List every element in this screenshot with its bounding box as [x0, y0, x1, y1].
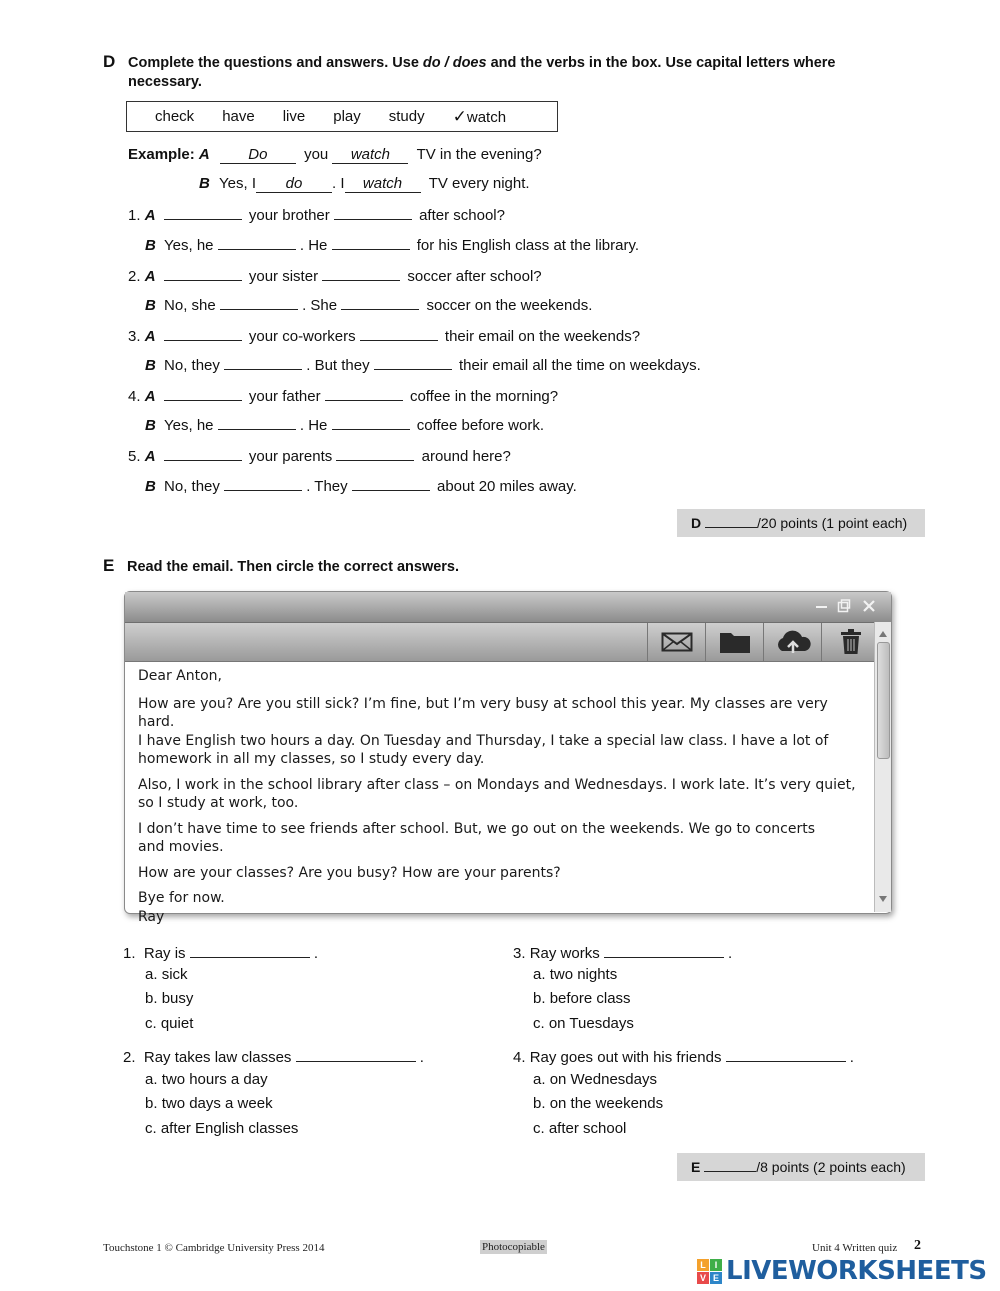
question-number: 4.	[513, 1049, 526, 1066]
email-body	[138, 667, 868, 933]
question-text: around here?	[421, 448, 511, 465]
question-3	[513, 942, 732, 962]
question-4-option-b[interactable]	[533, 1095, 663, 1112]
instruction-text: and the verbs in the box. Use capital letters where	[486, 55, 836, 71]
page-number: 2	[914, 1238, 921, 1253]
email-scrollbar[interactable]	[874, 622, 891, 912]
email-sign-off	[138, 889, 868, 926]
speaker-b: B	[145, 297, 156, 314]
word-play: play	[333, 108, 361, 125]
word-study: study	[388, 108, 425, 125]
question-stem: Ray works	[529, 945, 600, 962]
question-period: .	[728, 945, 733, 962]
answer-blank[interactable]	[164, 325, 242, 341]
email-paragraph	[138, 695, 868, 769]
question-number: 3.	[513, 945, 526, 962]
word-check: check	[155, 108, 195, 125]
answer-blank[interactable]	[164, 385, 242, 401]
option-text: two days a week	[161, 1095, 273, 1112]
answer-text: . She	[302, 297, 338, 314]
maximize-icon[interactable]	[834, 597, 853, 615]
score-blank[interactable]	[705, 515, 757, 528]
answer-blank[interactable]	[296, 1046, 416, 1062]
answer-blank[interactable]	[164, 204, 242, 220]
question-number: 2.	[123, 1049, 136, 1066]
speaker-a: A	[144, 448, 156, 465]
speaker-b: B	[145, 478, 156, 495]
question-1	[123, 942, 318, 962]
item-1-question	[128, 204, 505, 224]
question-text: coffee in the morning?	[409, 388, 559, 405]
question-stem: Ray takes law classes	[143, 1049, 292, 1066]
answer-blank[interactable]	[332, 414, 410, 430]
email-line: How are you? Are you still sick? I’m fine, but I’m very busy at school this year. My classes are very hard.	[138, 695, 828, 730]
footer-copyright: Touchstone 1 © Cambridge University Press 2014	[103, 1242, 325, 1254]
question-stem: Ray goes out with his friends	[529, 1049, 722, 1066]
instruction-italic: do / does	[422, 55, 487, 71]
answer-blank[interactable]	[332, 234, 410, 250]
question-2-option-b[interactable]	[145, 1095, 273, 1112]
answer-text: coffee before work.	[416, 417, 545, 434]
question-text: your sister	[248, 268, 319, 285]
folder-icon[interactable]	[705, 623, 764, 661]
example-fill: do	[256, 175, 332, 193]
example-line-b	[199, 175, 530, 193]
email-line: homework in all my classes, so I study every day.	[138, 751, 485, 767]
question-text: your parents	[248, 448, 333, 465]
instruction-text: necessary.	[128, 74, 202, 90]
speaker-a: A	[144, 268, 156, 285]
item-5-answer	[145, 475, 577, 495]
example-fill: watch	[332, 146, 408, 164]
option-letter: b.	[533, 1095, 546, 1112]
answer-text: No, they	[164, 478, 220, 495]
option-letter: b.	[533, 990, 546, 1007]
mail-icon[interactable]	[647, 623, 706, 661]
close-icon[interactable]	[859, 597, 878, 615]
answer-text: about 20 miles away.	[437, 478, 577, 495]
cloud-upload-icon[interactable]	[763, 623, 822, 661]
footer-unit: Unit 4 Written quiz	[812, 1242, 898, 1254]
option-letter: c.	[145, 1015, 157, 1032]
minimize-icon[interactable]	[812, 597, 831, 615]
speaker-b: B	[199, 175, 210, 192]
option-letter: c.	[145, 1120, 157, 1137]
question-period: .	[419, 1049, 424, 1066]
email-paragraph	[138, 820, 868, 857]
answer-blank[interactable]	[325, 385, 403, 401]
email-title-bar	[125, 592, 891, 622]
word-live: live	[282, 108, 306, 125]
example-fill: Do	[220, 146, 296, 164]
option-text: after school	[548, 1120, 627, 1137]
answer-blank[interactable]	[220, 294, 298, 310]
footer-photocopiable: Photocopiable	[482, 1241, 545, 1253]
section-e-instruction: Read the email. Then circle the correct answers.	[127, 559, 460, 575]
speaker-a: A	[144, 388, 156, 405]
answer-blank[interactable]	[164, 265, 242, 281]
email-paragraph	[138, 776, 868, 813]
item-3-question	[128, 325, 640, 345]
question-1-option-c[interactable]	[145, 1015, 193, 1032]
option-text: quiet	[160, 1015, 194, 1032]
item-5-question	[128, 445, 511, 465]
email-paragraph: How are your classes? Are you busy? How are your parents?	[138, 864, 561, 881]
question-text: soccer after school?	[407, 268, 542, 285]
answer-blank[interactable]	[726, 1046, 846, 1062]
question-3-option-c[interactable]	[533, 1015, 634, 1032]
answer-blank[interactable]	[336, 445, 414, 461]
answer-text: Yes, he	[164, 237, 214, 254]
trash-icon[interactable]	[821, 623, 880, 661]
score-letter: E	[691, 1159, 701, 1175]
speaker-b: B	[145, 357, 156, 374]
question-2-option-c[interactable]	[145, 1120, 298, 1137]
answer-text: . He	[299, 417, 328, 434]
speaker-a: A	[144, 207, 156, 224]
item-4-question	[128, 385, 558, 405]
email-window	[124, 591, 892, 925]
question-2	[123, 1046, 424, 1066]
question-text: after school?	[419, 207, 505, 224]
question-text: your father	[248, 388, 321, 405]
example-line-a	[128, 146, 542, 164]
answer-blank[interactable]	[341, 294, 419, 310]
item-3-answer	[145, 354, 701, 374]
liveworksheets-logo[interactable]	[697, 1257, 987, 1285]
speaker-a: A	[144, 328, 156, 345]
email-line: Also, I work in the school library after class – on Mondays and Wednesdays. I work late. It’s very quiet,	[138, 776, 856, 793]
item-number: 1.	[128, 207, 141, 224]
option-text: after English classes	[160, 1120, 299, 1137]
item-2-question	[128, 265, 542, 285]
option-text: on the weekends	[549, 1095, 664, 1112]
option-letter: b.	[145, 990, 158, 1007]
answer-blank[interactable]	[218, 234, 296, 250]
answer-text: soccer on the weekends.	[426, 297, 593, 314]
answer-text: for his English class at the library.	[416, 237, 640, 254]
answer-blank[interactable]	[360, 325, 438, 341]
option-letter: b.	[145, 1095, 158, 1112]
answer-text: . But they	[306, 357, 370, 374]
answer-blank[interactable]	[374, 354, 452, 370]
answer-blank[interactable]	[218, 414, 296, 430]
email-line: so I study at work, too.	[138, 795, 299, 811]
question-text: their email on the weekends?	[444, 328, 641, 345]
answer-blank[interactable]	[604, 942, 724, 958]
option-text: sick	[161, 966, 188, 983]
option-text: busy	[161, 990, 194, 1007]
email-line: I have English two hours a day. On Tuesday and Thursday, I take a special law class. I have a lot of	[138, 732, 829, 749]
section-d-letter: D	[103, 52, 116, 71]
email-signature: Ray	[138, 908, 165, 925]
item-1-answer	[145, 234, 639, 254]
item-number: 3.	[128, 328, 141, 345]
email-line: and movies.	[138, 839, 224, 855]
word-watch: watch	[466, 108, 507, 126]
option-letter: a.	[145, 1071, 158, 1088]
question-1-option-a[interactable]	[145, 966, 188, 983]
option-text: two hours a day	[161, 1071, 268, 1088]
score-blank[interactable]	[704, 1159, 756, 1172]
answer-blank[interactable]	[352, 475, 430, 491]
score-box-e	[677, 1153, 925, 1181]
score-text: /20 points (1 point each)	[757, 515, 908, 531]
item-2-answer	[145, 294, 592, 314]
example-fill: watch	[345, 175, 421, 193]
question-stem: Ray is	[143, 945, 186, 962]
logo-block: V	[697, 1272, 709, 1284]
email-closing: Bye for now.	[138, 890, 225, 906]
option-letter: a.	[145, 966, 158, 983]
answer-blank[interactable]	[334, 204, 412, 220]
answer-blank[interactable]	[164, 445, 242, 461]
email-greeting: Dear Anton,	[138, 668, 223, 684]
question-period: .	[849, 1049, 854, 1066]
question-3-option-a[interactable]	[533, 966, 617, 983]
example-text: TV every night.	[428, 175, 530, 192]
section-d-instruction	[128, 54, 868, 92]
question-4	[513, 1046, 854, 1066]
example-text: TV in the evening?	[416, 146, 542, 163]
question-4-option-c[interactable]	[533, 1120, 626, 1137]
question-2-option-a[interactable]	[145, 1071, 268, 1088]
option-letter: c.	[533, 1120, 545, 1137]
item-4-answer	[145, 414, 544, 434]
question-text: your brother	[248, 207, 330, 224]
logo-block: I	[710, 1259, 722, 1271]
score-letter: D	[691, 515, 702, 531]
question-text: your co-workers	[248, 328, 356, 345]
instruction-text: Complete the questions and answers. Use	[128, 55, 423, 71]
score-text: /8 points (2 points each)	[756, 1159, 906, 1175]
item-number: 4.	[128, 388, 141, 405]
logo-text: LIVEWORKSHEETS	[726, 1256, 987, 1286]
answer-text: . He	[299, 237, 328, 254]
speaker-a: A	[198, 146, 210, 163]
answer-blank[interactable]	[224, 354, 302, 370]
scroll-up-icon[interactable]	[878, 625, 888, 643]
scroll-down-icon[interactable]	[878, 890, 888, 908]
answer-text: their email all the time on weekdays.	[458, 357, 701, 374]
answer-text: No, they	[164, 357, 220, 374]
answer-text: . They	[306, 478, 348, 495]
email-line: I don’t have time to see friends after school. But, we go out on the weekends. We go to concerts	[138, 820, 816, 837]
question-number: 1.	[123, 945, 136, 962]
word-watch-checked	[453, 107, 506, 127]
option-text: on Wednesdays	[549, 1071, 657, 1088]
option-letter: a.	[533, 1071, 546, 1088]
option-letter: a.	[533, 966, 546, 983]
option-text: on Tuesdays	[548, 1015, 634, 1032]
answer-text: Yes, he	[164, 417, 214, 434]
answer-blank[interactable]	[224, 475, 302, 491]
logo-block: E	[710, 1272, 722, 1284]
example-label: Example:	[128, 146, 195, 163]
answer-blank[interactable]	[190, 942, 310, 958]
speaker-b: B	[145, 417, 156, 434]
example-text: Yes, I	[219, 175, 256, 192]
word-box	[126, 101, 558, 132]
email-toolbar	[125, 622, 891, 662]
question-3-option-b[interactable]	[533, 990, 631, 1007]
option-text: two nights	[549, 966, 618, 983]
option-text: before class	[549, 990, 631, 1007]
item-number: 2.	[128, 268, 141, 285]
item-number: 5.	[128, 448, 141, 465]
score-box-d	[677, 509, 925, 537]
speaker-b: B	[145, 237, 156, 254]
answer-text: No, she	[164, 297, 216, 314]
option-letter: c.	[533, 1015, 545, 1032]
example-text: . I	[332, 175, 345, 192]
question-period: .	[313, 945, 319, 962]
checkmark-icon: ✓	[452, 106, 467, 126]
logo-blocks-icon	[697, 1259, 722, 1284]
word-have: have	[222, 108, 255, 125]
scrollbar-thumb[interactable]	[877, 642, 890, 759]
question-1-option-b[interactable]	[145, 990, 193, 1007]
section-e-letter: E	[103, 556, 115, 575]
question-4-option-a[interactable]	[533, 1071, 657, 1088]
logo-block: L	[697, 1259, 709, 1271]
answer-blank[interactable]	[322, 265, 400, 281]
example-text: you	[304, 146, 329, 163]
